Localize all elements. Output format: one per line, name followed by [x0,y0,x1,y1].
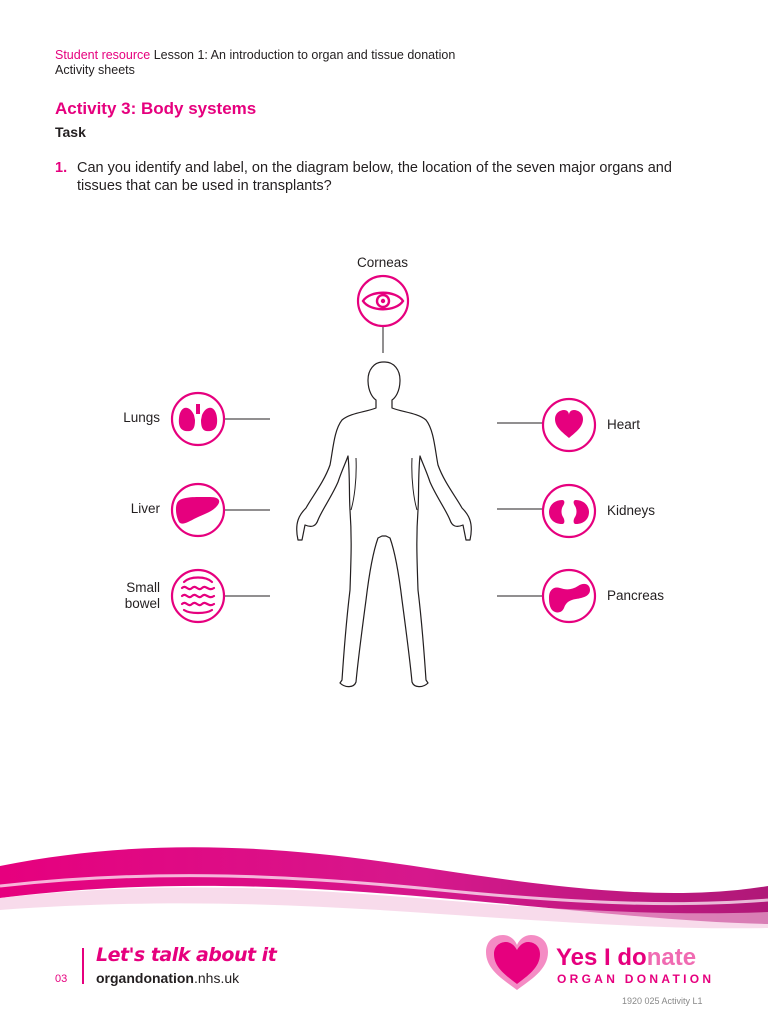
question [55,159,715,195]
url-domain: organdonation [96,970,194,986]
task-heading: Task [55,124,86,140]
label-corneas: Corneas [357,255,409,270]
slogan: Let's talk about it [96,944,277,966]
brand-subtitle: ORGAN DONATION [557,972,715,986]
label-lungs: Lungs [123,410,160,425]
brand-name [556,944,696,972]
document-code: 1920 025 Activity L1 [622,996,703,1006]
question-number: 1. [55,160,68,176]
lesson-label: Lesson 1: An introduction to organ and tissue donation [153,48,456,62]
label-heart: Heart [607,417,641,432]
footer-divider [82,948,84,984]
label-liver: Liver [130,501,160,516]
page-header [55,48,455,78]
activity-title: Activity 3: Body systems [55,99,257,118]
heart-logo-icon [482,932,552,992]
sheet-label: Activity sheets [55,63,135,77]
body-diagram [0,240,768,700]
human-body-outline [297,362,472,687]
label-kidneys: Kidneys [607,503,656,518]
footer-wave [0,828,768,938]
website-link[interactable] [96,970,239,986]
brand-strong: Yes I do [556,944,647,971]
page-number: 03 [55,973,68,985]
question-text: Can you identify and label, on the diagram below, the location of the seven major organs and tissues that can be used in transplants? [77,160,672,194]
arm-inner-lines [351,458,417,510]
brand-light: nate [646,944,697,971]
connector-lines [225,326,542,596]
label-pancreas: Pancreas [607,588,665,603]
label-small-bowel: Small bowel [124,580,160,611]
resource-label: Student resource [55,48,151,62]
url-suffix: .nhs.uk [194,970,240,986]
